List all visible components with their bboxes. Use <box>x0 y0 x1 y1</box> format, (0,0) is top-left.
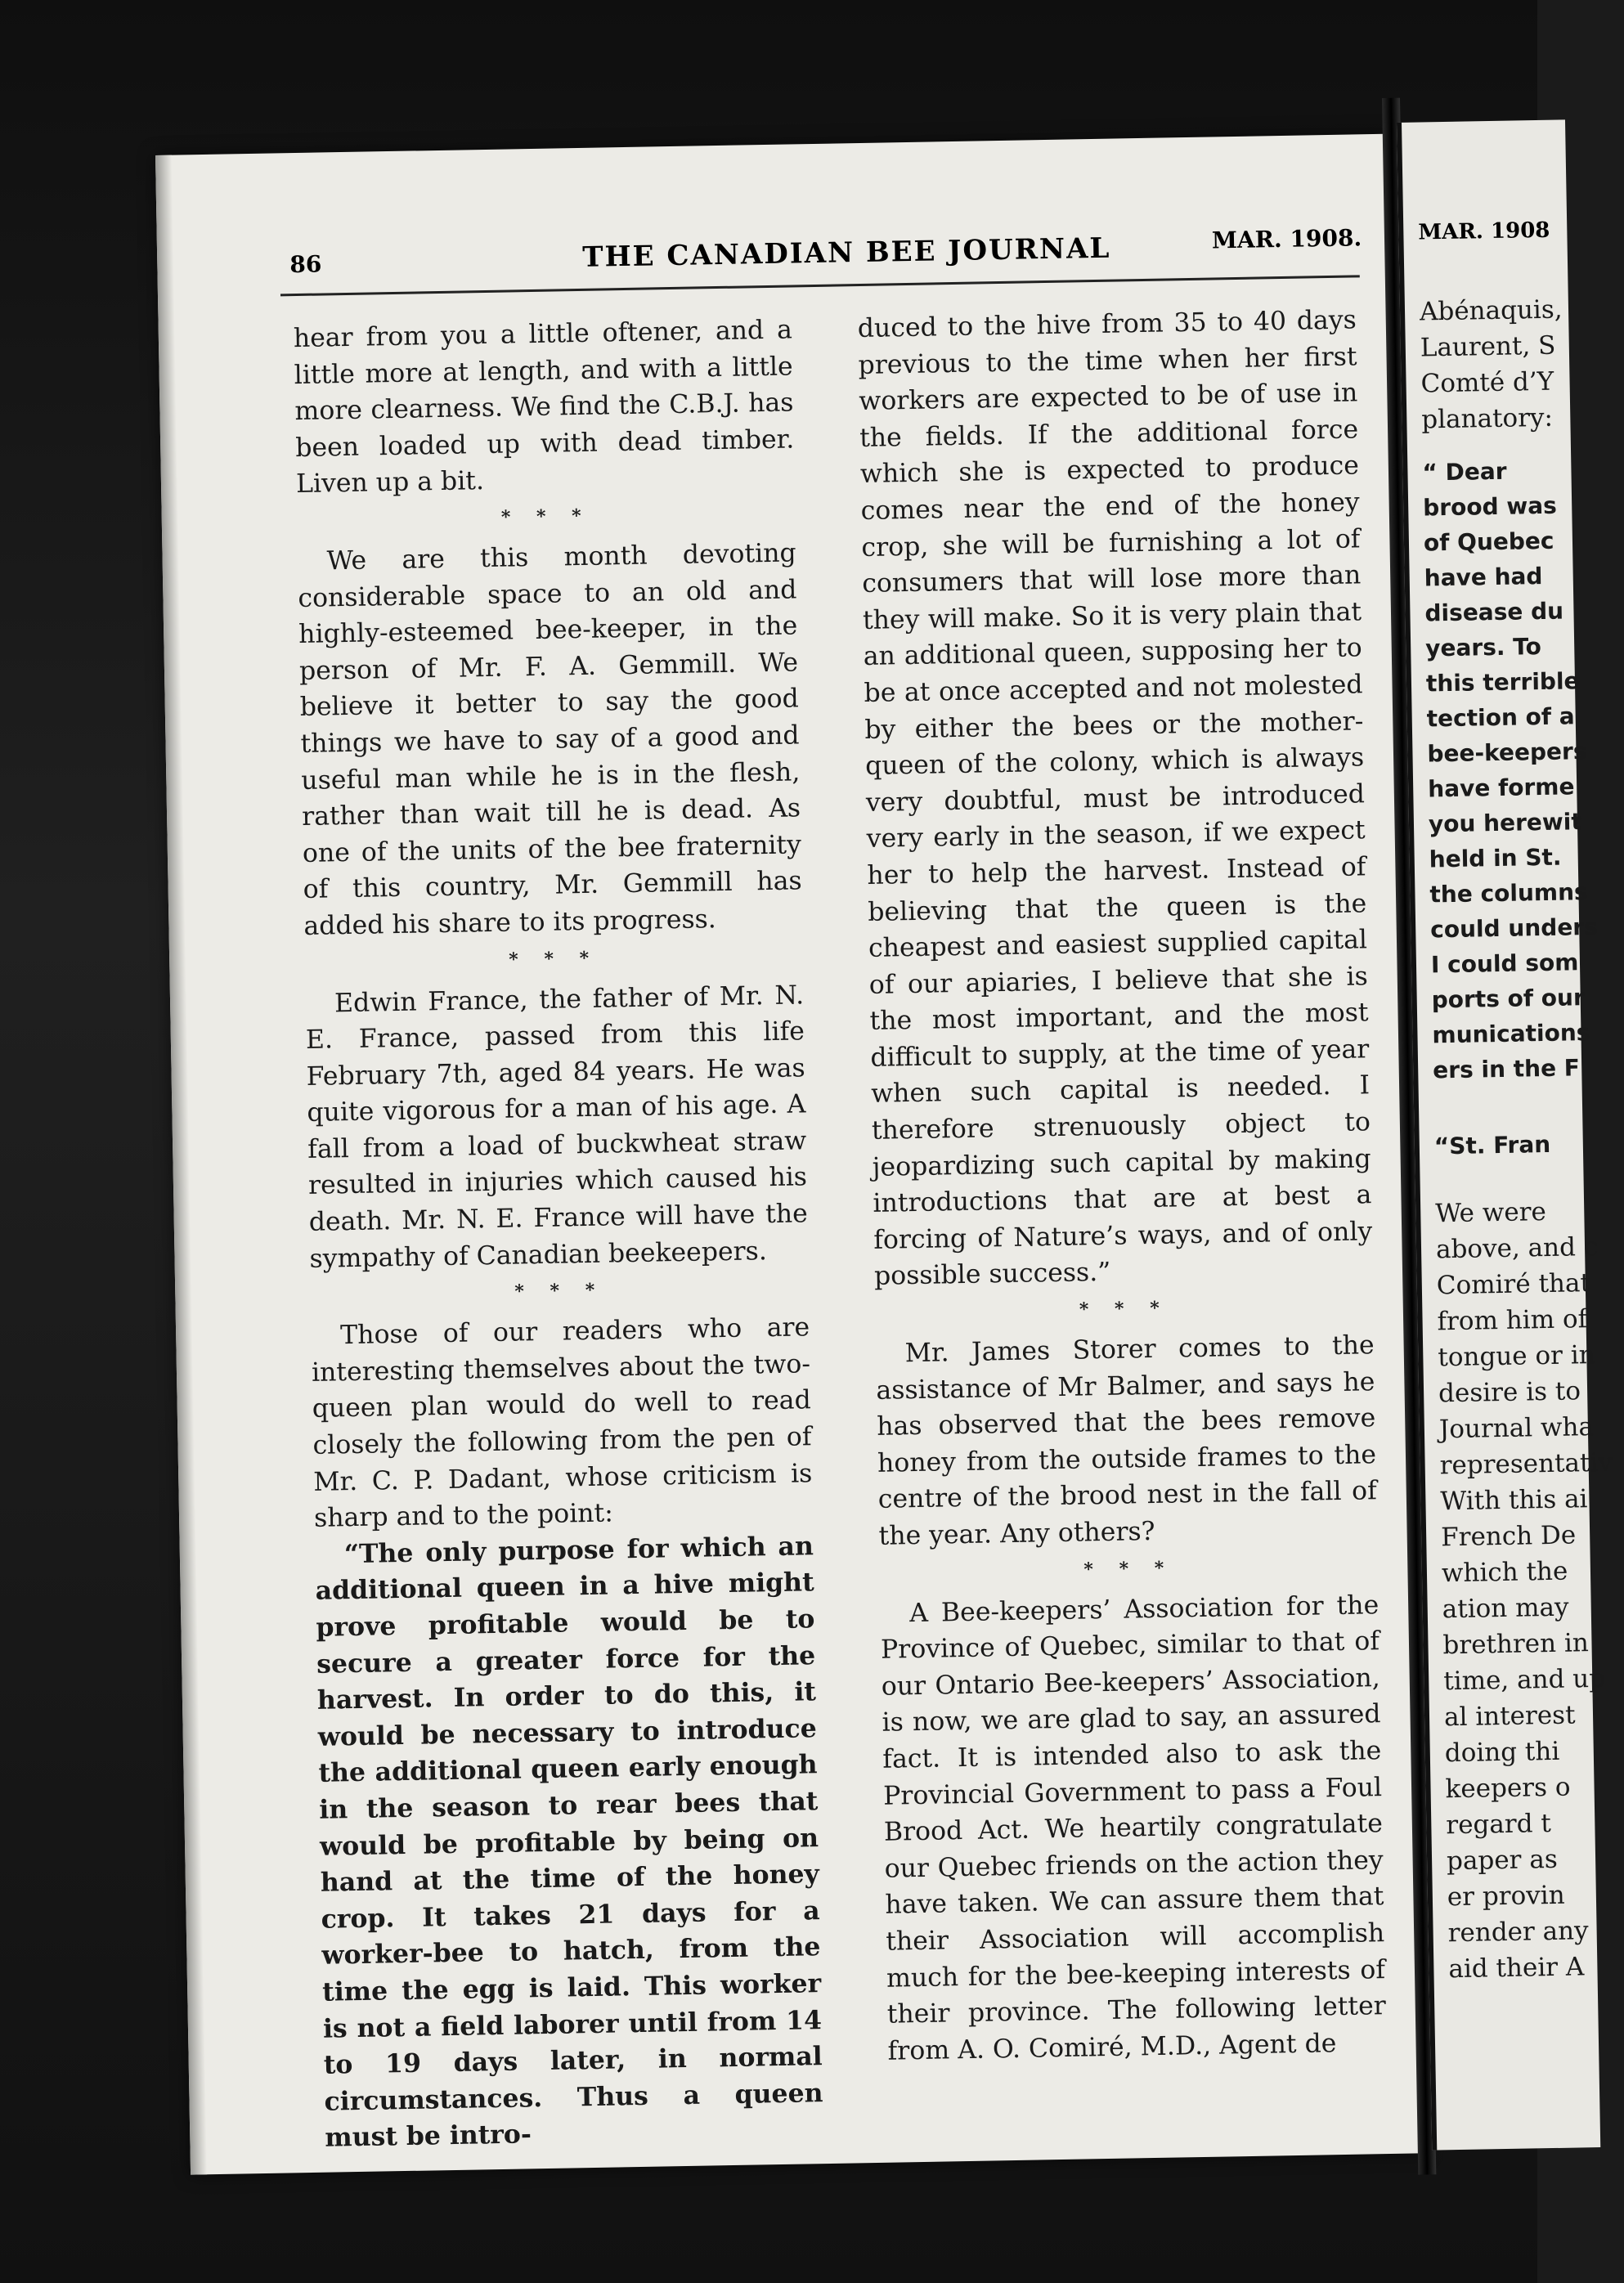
text-fragment: ation may <box>1442 1592 1569 1625</box>
text-fragment: this terrible <box>1425 667 1580 697</box>
paragraph: Those of our readers who are interesting themselves about the two-queen plan would do well to read closely the following from the pen of Mr. C. P. Dadant, whose criticism is sharp and to the point: <box>311 1312 813 1534</box>
text-fragment: keepers o <box>1445 1772 1571 1805</box>
next-page-fragment <box>1397 119 1613 2150</box>
page-number: 86 <box>289 250 322 279</box>
text-fragment: you herewit <box>1428 808 1582 838</box>
paragraph: hear from you a little oftener, and a little more at length, and with a little more clearness. We find the C.B.J. has been loaded up with dead timber. Liven up a bit. <box>293 315 795 500</box>
text-fragment: from him of <box>1437 1304 1588 1337</box>
right-page-header: MAR. 1908 <box>1418 218 1550 245</box>
text-fragment: I could som <box>1430 949 1579 979</box>
text-fragment: er provin <box>1447 1880 1565 1913</box>
text-fragment: above, and c <box>1435 1231 1599 1265</box>
text-fragment: brood was <box>1422 491 1558 522</box>
text-fragment: could unders <box>1429 913 1599 944</box>
text-fragment: We were <box>1434 1197 1547 1229</box>
text-fragment: have had <box>1424 562 1543 592</box>
text-fragment: years. To <box>1424 633 1542 662</box>
section-separator: * * * <box>1079 1297 1169 1321</box>
text-fragment: have forme <box>1427 773 1575 803</box>
issue-date: MAR. 1908. <box>1211 224 1362 254</box>
section-separator: * * * <box>1083 1557 1174 1581</box>
text-fragment: Comiré that <box>1436 1268 1591 1301</box>
section-separator: * * * <box>500 505 591 528</box>
text-fragment: French De <box>1440 1520 1577 1553</box>
text-fragment: al interest <box>1443 1700 1576 1733</box>
text-fragment: time, and up <box>1442 1663 1606 1697</box>
text-fragment: ports of our <box>1431 984 1586 1014</box>
left-column <box>294 312 824 2156</box>
text-fragment: tection of a <box>1426 702 1575 733</box>
text-fragment: planatory: <box>1421 402 1554 435</box>
journal-title: THE CANADIAN BEE JOURNAL <box>581 231 1111 274</box>
text-fragment: aid their A <box>1448 1952 1585 1985</box>
text-fragment: “ Dear <box>1422 457 1507 487</box>
text-fragment: Laurent, S <box>1420 330 1556 363</box>
text-fragment: representativ <box>1439 1447 1613 1481</box>
section-separator: * * * <box>514 1279 605 1303</box>
text-fragment: doing thi <box>1444 1736 1560 1769</box>
section-separator: * * * <box>509 947 599 971</box>
text-fragment: of Quebec <box>1423 527 1554 557</box>
text-fragment: Comté d’Y <box>1420 366 1554 399</box>
quote-paragraph: “The only purpose for which an additional queen in a hive might prove profitable would be to secure a greater force for the harvest. In order to do this, it would be necessary to introduce the additional queen early enough in the season to rear bees that would be profitable by being on hand at the time of the honey crop. It takes 21 days for a worker-bee to hatch, from the time the egg is laid. This worker is not a field laborer until from 14 to 19 days later, in normal circumstances. Thus a queen must be intro- <box>315 1531 823 2154</box>
text-fragment: munications <box>1432 1019 1590 1049</box>
paragraph: Edwin France, the father of Mr. N. E. France, passed from this life February 7th, aged 84 years. He was quite vigorous for a man of his age. A fall from a load of buckwheat straw resulted in injuries which caused his death. Mr. N. E. France will have the sympathy of Canadian beekeepers. <box>305 980 809 1274</box>
text-fragment: bee-keepers <box>1427 738 1587 768</box>
text-fragment: Journal wha <box>1438 1412 1595 1445</box>
text-fragment: Abénaquis, <box>1419 294 1563 327</box>
paragraph: Mr. James Storer comes to the assistance of Mr Balmer, and says he has observed that the bees remove honey from the outside frames to the centre of the brood nest in the fall of the year. Any others? <box>876 1330 1378 1551</box>
text-fragment: desire is to <box>1438 1376 1581 1409</box>
text-fragment: held in St. <box>1429 843 1562 873</box>
journal-page <box>155 134 1425 2175</box>
text-fragment: disease du <box>1424 597 1564 627</box>
paragraph: We are this month devoting considerable space to an old and highly-esteemed bee-keeper, in the person of Mr. F. A. Gemmill. We believe it better to say the good things we have to say of a good and useful man while he is in the flesh, rather than wait till he is dead. As one of the units of the bee fraternity of this country, Mr. Gemmill has added his share to its progress. <box>298 538 802 941</box>
paragraph: duced to the hive from 35 to 40 days previous to the time when her first workers are expected to be of use in the fields. If the additional force which she is expected to produce comes near the end of the honey crop, she will be furnishing a lot of consumers that will lose more than they will make. So it is very plain that an additional queen, supposing her to be at once accepted and not molested by either the bees or the mother-queen of the colony, which is always very doubtful, must be introduced very early in the season, if we expect her to help the harvest. Instead of believing that the queen is the cheapest and easiest supplied capital of our apiaries, I believe that she is the most important, and the most difficult to supply, at the time of year when such capital is needed. I therefore strenuously object to jeopardizing such capital by making introductions that are at best a forcing of Nature’s ways, and of only possible success.” <box>857 305 1373 1292</box>
text-fragment: the columns <box>1429 878 1588 908</box>
text-fragment: regard t <box>1446 1809 1552 1841</box>
text-fragment: “St. Fran <box>1433 1130 1551 1160</box>
text-fragment: brethren in <box>1442 1628 1590 1661</box>
text-fragment: paper as <box>1446 1844 1559 1877</box>
text-fragment: render any <box>1447 1916 1589 1949</box>
text-fragment: tongue or in <box>1438 1339 1595 1373</box>
text-fragment: ers in the F <box>1432 1054 1581 1084</box>
middle-column <box>857 302 1386 2070</box>
paragraph: A Bee-keepers’ Association for the Province of Quebec, similar to that of our Ontario Bee-keepers’ Association, is now, we are glad to say, an assured fact. It is intended also to ask the Provincial Government to pass a Foul Brood Act. We heartily congratulate our Quebec friends on the action they have taken. We can assure them that their Association will accomplish much for the bee-keeping interests of their province. The following letter from A. O. Comiré, M.D., Agent de <box>880 1590 1387 2066</box>
page-header <box>157 224 1368 294</box>
text-fragment: which the <box>1441 1556 1568 1589</box>
text-fragment: With this ai <box>1440 1484 1588 1517</box>
